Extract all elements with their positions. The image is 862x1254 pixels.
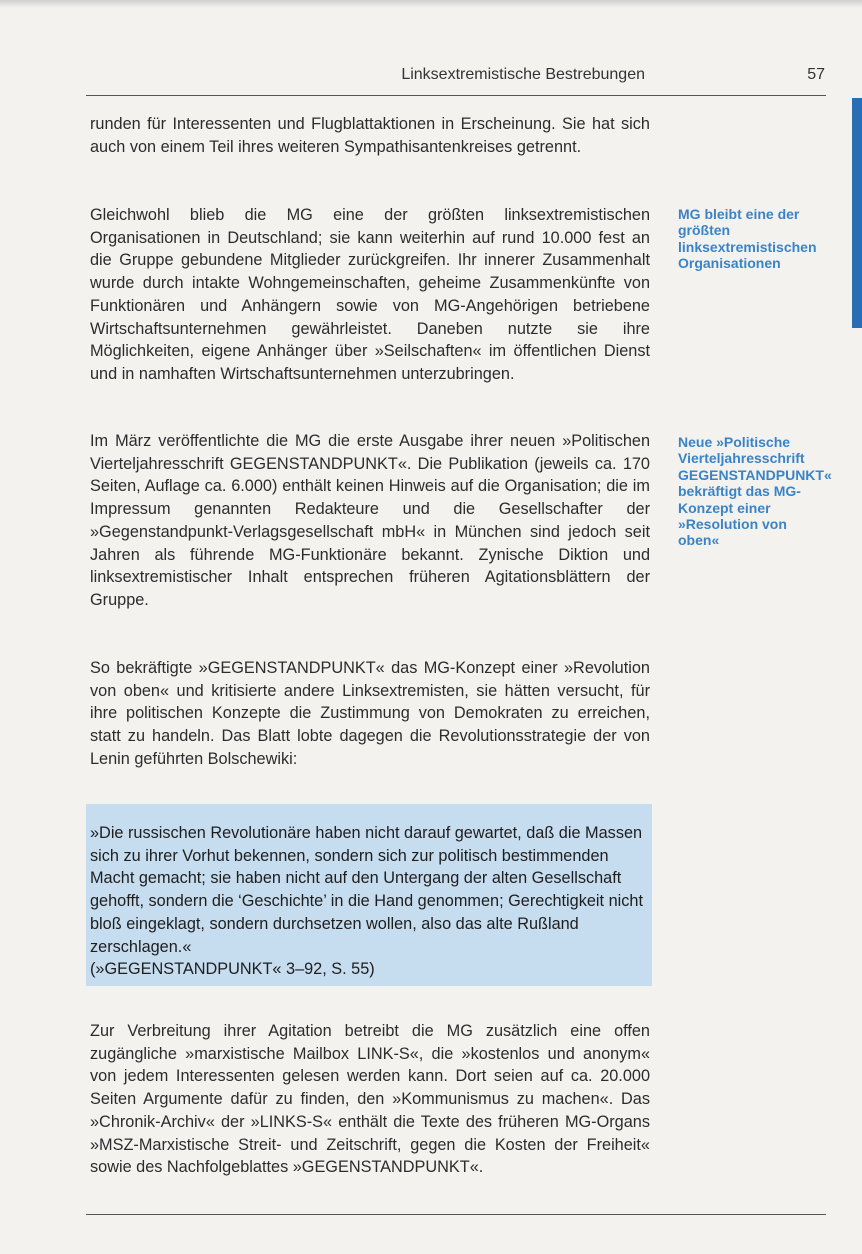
header-divider bbox=[86, 95, 826, 96]
blockquote bbox=[90, 822, 645, 981]
margin-note-new-quarterly: Neue »Politische Vierteljahresschrift GEGENSTANDPUNKT« bekräftigt das MG-Konzept einer »Resolution von oben« bbox=[678, 434, 832, 549]
footer-divider bbox=[86, 1214, 826, 1215]
paragraph-revolution-concept: So bekräftigte »GEGENSTANDPUNKT« das MG-Konzept einer »Revolution von oben« und kritisierte andere Linksextremisten, sie hätten versucht, für ihre politischen Konzepte die Zustimmung von Demokraten zu erreichen, statt zu handeln. Das Blatt lobte dagegen die Revolutionsstrategie der von Lenin geführten Bolschewiki: bbox=[90, 659, 650, 768]
page-top-shadow bbox=[0, 0, 862, 8]
page-number: 57 bbox=[807, 66, 825, 83]
paragraph-mailbox: Zur Verbreitung ihrer Agitation betreibt die MG zusätzlich eine offen zugängliche »marxistische Mailbox LINK-S«, die »kostenlos und anonym« von jedem Interessenten gelesen werden kann. Dort seien auf ca. 20.000 Seiten Argumente dafür zu finden, den »Kommunismus zu machen«. Das »Chronik-Archiv« der »LINKS-S« enthält die Texte des früheren MG-Organs »MSZ-Marxistische Streit- und Zeitschrift, gegen die Kosten der Freiheit« sowie des Nachfolgeblattes »GEGENSTANDPUNKT«. bbox=[90, 1022, 650, 1177]
quote-text: »Die russischen Revolutionäre haben nicht darauf gewartet, daß die Massen sich zu ihrer Vorhut bekennen, sondern sich zur politisch bestimmenden Macht gemacht; sie haben nicht auf den Untergang der alten Gesellschaft gehofft, sondern die ‘Geschichte’ in die Hand genommen; Gerechtigkeit nicht bloß eingeklagt, sondern durchsetzen wollen, also das alte Rußland zerschlagen.« bbox=[90, 824, 643, 956]
running-header-title: Linksextremistische Bestrebungen bbox=[401, 66, 645, 83]
paragraph-intro-continuation: runden für Interessenten und Flugblattaktionen in Erscheinung. Sie hat sich auch von einem Teil ihres weiteren Sympathisantenkreises getrennt. bbox=[90, 115, 650, 156]
chapter-edge-tab bbox=[852, 98, 862, 328]
paragraph-gegenstandpunkt-launch: Im März veröffentlichte die MG die erste Ausgabe ihrer neuen »Politischen Vierteljahresschrift GEGENSTANDPUNKT«. Die Publikation (jeweils ca. 170 Seiten, Auflage ca. 6.000) enthält keinen Hinweis auf die Organisation; die im Impressum genannten Redakteure und die Gesellschafter der »Gegenstandpunkt-Verlagsgesellschaft mbH« in München sind jedoch seit Jahren als führende MG-Funktionäre bekannt. Zynische Diktion und linksextremistischer Inhalt entsprechen früheren Agitationsblättern der Gruppe. bbox=[90, 432, 650, 609]
quote-source: (»GEGENSTANDPUNKT« 3–92, S. 55) bbox=[90, 960, 375, 979]
margin-note-mg-largest: MG bleibt eine der größten linksextremistischen Organisationen bbox=[678, 206, 817, 272]
paragraph-mg-membership: Gleichwohl blieb die MG eine der größten linksextremistischen Organisationen in Deutschland; sie kann weiterhin auf rund 10.000 fest an die Gruppe gebundene Mitglieder zurückgreifen. Ihr innerer Zusammenhalt wurde durch intakte Wohngemeinschaften, geheime Zusammenkünfte von Funktionären und Anhängern sowie von MG-Angehörigen betriebene Wirtschaftsunternehmen gewährleistet. Daneben nutzte sie ihre Möglichkeiten, eigene Anhänger über »Seilschaften« im öffentlichen Dienst und in namhaften Wirtschaftsunternehmen unterzubringen. bbox=[90, 206, 650, 383]
